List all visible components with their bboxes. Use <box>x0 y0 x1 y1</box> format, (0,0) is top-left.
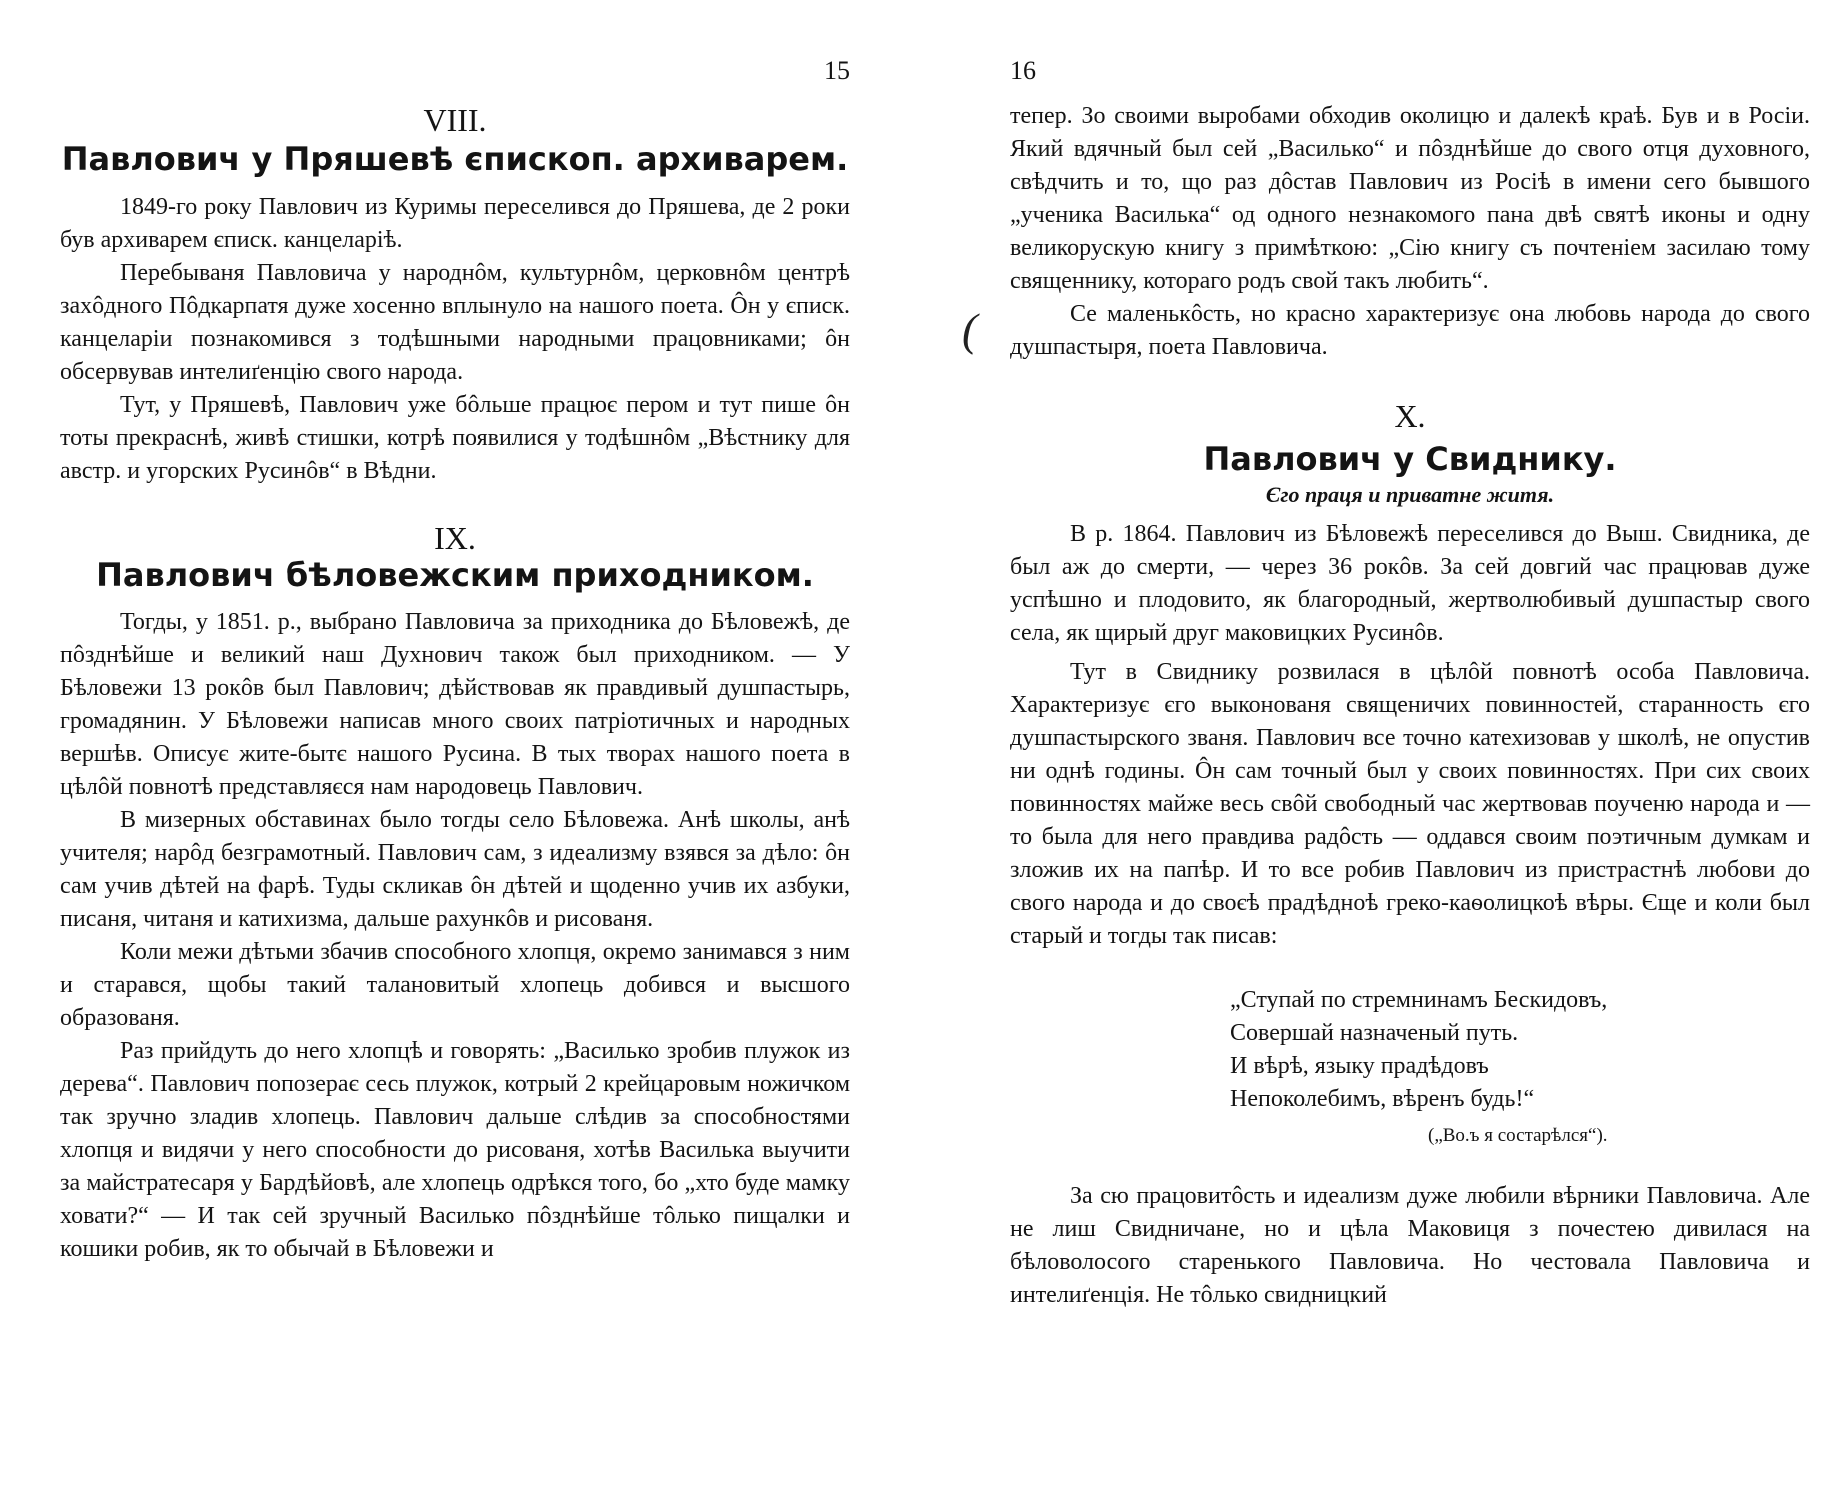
poem <box>1230 984 1607 1116</box>
paragraph: Тут в Свиднику розвилася в цѣлôй повнотѣ особа Павловича. Характеризує єго выконованя священичих повинностей, старанность єго душпастырского званя. Павлович все точно катехизовав у школѣ, не опустив ни однѣ годины. Ôн сам точный был у своих повинностях. При сих своих повинностях майже весь свôй свободный час жертвовав поученю народа и — то была для него правдива радôсть — оддався своим поэтичным думкам и зложив их на папѣр. И то все робив Павлович из пристрастнѣ любови до свого народа и до своєѣ прадѣдноѣ греко-каѳолицкоѣ вѣры. Єще и коли был старый и тогды так писав: <box>1010 659 1810 949</box>
section-number: X. <box>1394 398 1426 434</box>
paragraph: 1849-го року Павлович из Куримы переселився до Пряшева, де 2 роки був архиварем єписк. канцеларіѣ. <box>60 194 850 253</box>
page-number: 15 <box>824 56 850 85</box>
paragraph: Раз прийдуть до него хлопцѣ и говорять: „Василько зробив плужок из дерева“. Павлович попозерає сесь плужок, котрый 2 крейцаровым ножичком так зручно зладив хлопець. Павлович дальше слѣдив за способностями хлопця и видячи у него способности до рисованя, хотѣв Василька выучити за майстратесаря у Бардѣйовѣ, але хлопець одрѣкся того, бо „хто буде мамку ховати?“ — И так сей зручный Василько пôзднѣйше тôлько пищалки и кошики робив, як то обычай в Бѣловежи и <box>60 1038 850 1262</box>
paragraph: тепер. Зо своими выробами обходив околицю и далекѣ краѣ. Був и в Росіи. Який вдячный был сей „Василько“ и пôзднѣйше до свого отця духовного, свѣдчить и то, що раз дôстав Павлович из Росіѣ в имени сего бывшого „ученика Василька“ од одного незнакомого пана двѣ святѣ иконы и одну великорускую книгу з примѣткою: „Сію книгу съ почтеніем засилаю тому священнику, котораго родъ свой такъ любить“. <box>1010 103 1810 294</box>
poem-source: („Во.ъ я состарѣлся“). <box>1428 1125 1608 1146</box>
poem-line: „Ступай по стремнинамъ Бескидовъ, <box>1230 987 1608 1013</box>
paragraph: Тут, у Пряшевѣ, Павлович уже бôльше працює пером и тут пише ôн тоты прекраснѣ, живѣ стишки, котрѣ появилися у тодѣшнôм „Вѣстнику для австр. и угорских Русинôв“ в Вѣдни. <box>60 392 850 484</box>
poem-line: Совершай назначеный путь. <box>1230 1020 1519 1046</box>
continuation-text <box>1010 100 1810 364</box>
section-title: Павлович у Пряшевѣ єпископ. архиварем. <box>61 140 849 178</box>
section-body <box>60 606 850 1266</box>
paragraph: В р. 1864. Павлович из Бѣловежѣ переселився до Выш. Свидника, де был аж до смерти, — через 36 рокôв. За сей довгий час працював дуже успѣшно и плодовито, як благородный, жертволюбивый душпастыр свого села, як щирый друг маковицких Русинôв. <box>1010 521 1810 646</box>
paragraph: Коли межи дѣтьми збачив способного хлопця, окремо занимався з ним и старався, щобы такий талановитый хлопець добився и высшого образованя. <box>60 939 850 1031</box>
margin-mark: ( <box>962 304 978 355</box>
paragraph: Тогды, у 1851. р., выбрано Павловича за приходника до Бѣловежѣ, де пôзднѣйше и великий наш Духнович також был приходником. — У Бѣловежи 13 рокôв был Павлович; дѣйствовав як правдивый душпастырь, громадянин. У Бѣловежи написав много своих патріотичных и народных вершѣв. Описує жите-бытє нашого Русина. В тых творах нашого поета в цѣлôй повнотѣ представляєся нам народовець Павлович. <box>60 609 850 800</box>
paragraph: Се маленькôсть, но красно характеризує она любовь народа до свого душпастыря, поета Павловича. <box>1010 301 1810 360</box>
section-title: Павлович у Свиднику. <box>1203 440 1617 478</box>
poem-line: Непоколебимъ, вѣренъ будь!“ <box>1230 1086 1535 1112</box>
section-number: VIII. <box>423 102 487 138</box>
paragraph: Перебываня Павловича у народнôм, культурнôм, церковнôм центрѣ захôдного Пôдкарпатя дуже хосенно вплынуло на нашого поета. Ôн у єписк. канцеларіи познакомився з тодѣшными народными працовниками; ôн обсервував интелиґенцію свого народа. <box>60 260 850 385</box>
page-number: 16 <box>1010 56 1036 85</box>
poem-line: И вѣрѣ, языку прадѣдовъ <box>1230 1053 1489 1079</box>
closing-text <box>1010 1180 1810 1312</box>
section-body <box>60 191 850 488</box>
section-body <box>1010 518 1810 953</box>
section-subtitle: Єго праця и приватне житя. <box>1265 482 1555 507</box>
paragraph: В мизерных обставинах было тогды село Бѣловежа. Анѣ школы, анѣ учителя; нарôд безграмотный. Павлович сам, з идеализму взявся за дѣло: ôн сам учив дѣтей на фарѣ. Туды скликав ôн дѣтей и щоденно учив их азбуки, писаня, читаня и катихизма, дальше рахункôв и рисованя. <box>60 807 850 932</box>
paragraph: За сю працовитôсть и идеализм дуже любили вѣрники Павловича. Але не лиш Свидничане, но и цѣла Маковиця з почестею дивилася на бѣловолосого старенького Павловича. Но честовала Павловича и интелиґенція. Не тôлько свидницкий <box>1010 1183 1810 1308</box>
section-title: Павлович бѣловежским приходником. <box>96 556 814 594</box>
section-number: IX. <box>434 520 476 556</box>
